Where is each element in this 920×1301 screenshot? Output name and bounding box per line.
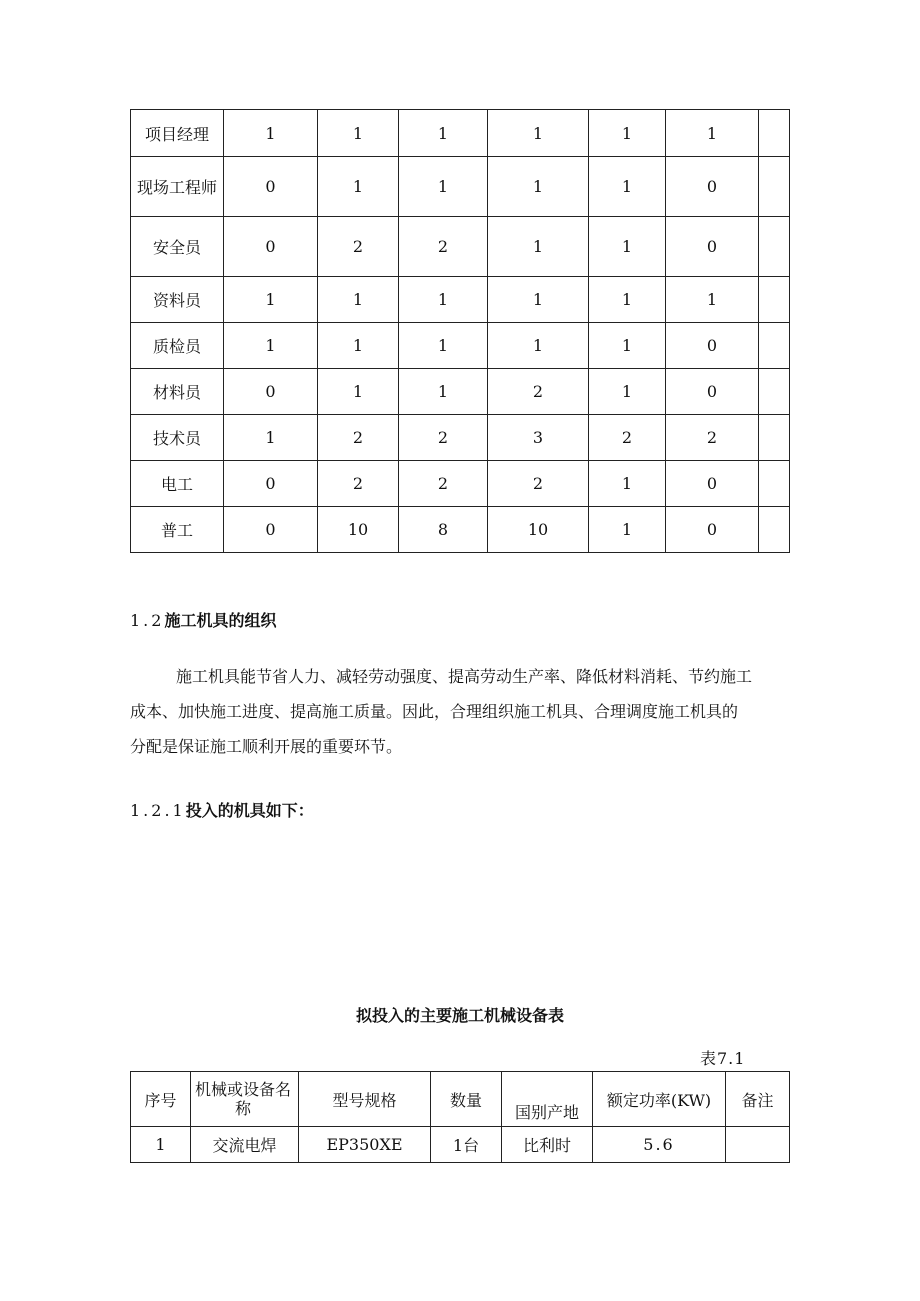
staff-count-cell	[759, 217, 790, 277]
staff-role: 材料员	[131, 369, 224, 415]
staff-count-cell: 0	[666, 157, 759, 217]
equipment-header-row	[131, 1072, 790, 1127]
section-number: 1.2	[130, 611, 165, 630]
staff-role: 技术员	[131, 415, 224, 461]
staff-count-cell: 1	[318, 110, 399, 157]
staff-count-cell	[759, 369, 790, 415]
paragraph-line: 成本、加快施工进度、提高施工质量。因此，合理组织施工机具、合理调度施工机具的	[130, 702, 739, 721]
staff-count-cell: 0	[666, 369, 759, 415]
staff-count-cell	[759, 110, 790, 157]
staff-count-cell: 2	[318, 461, 399, 507]
staff-count-cell: 1	[399, 277, 488, 323]
subsection-heading	[130, 798, 314, 821]
staff-role: 普工	[131, 507, 224, 553]
staff-count-cell: 2	[399, 217, 488, 277]
staff-table	[130, 109, 790, 553]
staff-count-cell: 0	[224, 157, 318, 217]
cell-remark	[726, 1127, 790, 1163]
cell-qty: 1台	[431, 1127, 502, 1163]
header-name-line: 称	[235, 1099, 252, 1118]
staff-table-body	[131, 110, 790, 553]
subsection-number: 1.2.1	[130, 801, 186, 820]
cell-origin: 比利时	[502, 1127, 593, 1163]
staff-count-cell: 2	[488, 461, 589, 507]
paragraph-line: 施工机具能节省人力、减轻劳动强度、提高劳动生产率、降低材料消耗、节约施工	[176, 667, 753, 686]
equipment-table	[130, 1071, 790, 1163]
header-power: 额定功率(KW)	[593, 1072, 726, 1127]
equipment-row	[131, 1127, 790, 1163]
staff-count-cell: 2	[399, 415, 488, 461]
staff-row	[131, 415, 790, 461]
staff-count-cell: 3	[488, 415, 589, 461]
staff-count-cell: 0	[224, 461, 318, 507]
staff-role: 项目经理	[131, 110, 224, 157]
cell-model: EP350XE	[299, 1127, 431, 1163]
header-origin: 国别产地	[502, 1072, 593, 1127]
staff-row	[131, 217, 790, 277]
staff-count-cell: 0	[666, 461, 759, 507]
staff-count-cell: 1	[589, 110, 666, 157]
staff-count-cell: 0	[224, 507, 318, 553]
staff-count-cell: 1	[589, 323, 666, 369]
staff-count-cell: 1	[318, 277, 399, 323]
staff-count-cell: 1	[224, 415, 318, 461]
staff-count-cell: 0	[666, 507, 759, 553]
header-model: 型号规格	[299, 1072, 431, 1127]
staff-role: 安全员	[131, 217, 224, 277]
staff-count-cell: 1	[666, 110, 759, 157]
staff-row	[131, 461, 790, 507]
staff-count-cell: 1	[589, 461, 666, 507]
staff-count-cell: 2	[318, 217, 399, 277]
header-seq: 序号	[131, 1072, 191, 1127]
staff-count-cell: 1	[488, 277, 589, 323]
cell-seq: 1	[131, 1127, 191, 1163]
section-title: 施工机具的组织	[164, 611, 277, 630]
staff-count-cell	[759, 157, 790, 217]
staff-count-cell: 1	[589, 369, 666, 415]
staff-count-cell: 2	[399, 461, 488, 507]
staff-count-cell: 1	[666, 277, 759, 323]
staff-count-cell: 1	[224, 277, 318, 323]
staff-count-cell: 1	[488, 217, 589, 277]
staff-count-cell: 10	[488, 507, 589, 553]
staff-count-cell: 2	[589, 415, 666, 461]
staff-role: 电工	[131, 461, 224, 507]
staff-count-cell: 1	[488, 323, 589, 369]
staff-count-cell: 1	[399, 157, 488, 217]
staff-role: 质检员	[131, 323, 224, 369]
staff-row	[131, 110, 790, 157]
staff-row	[131, 369, 790, 415]
staff-count-cell: 1	[589, 277, 666, 323]
section-paragraph	[130, 659, 792, 764]
staff-row	[131, 323, 790, 369]
staff-count-cell: 2	[488, 369, 589, 415]
staff-count-cell: 0	[666, 323, 759, 369]
staff-count-cell	[759, 507, 790, 553]
cell-name: 交流电焊	[191, 1127, 299, 1163]
staff-count-cell: 2	[666, 415, 759, 461]
staff-count-cell: 1	[488, 110, 589, 157]
staff-count-cell: 0	[666, 217, 759, 277]
staff-row	[131, 157, 790, 217]
staff-count-cell: 1	[224, 110, 318, 157]
staff-count-cell: 1	[399, 369, 488, 415]
staff-row	[131, 277, 790, 323]
staff-count-cell	[759, 461, 790, 507]
section-heading	[130, 608, 276, 631]
cell-power: 5.6	[593, 1127, 726, 1163]
staff-row	[131, 507, 790, 553]
table-number: 表7.1	[700, 1049, 746, 1068]
staff-count-cell	[759, 415, 790, 461]
staff-count-cell: 1	[589, 507, 666, 553]
staff-count-cell: 1	[224, 323, 318, 369]
staff-count-cell: 0	[224, 217, 318, 277]
staff-count-cell: 1	[399, 110, 488, 157]
staff-count-cell: 8	[399, 507, 488, 553]
staff-count-cell: 1	[399, 323, 488, 369]
staff-count-cell: 1	[589, 217, 666, 277]
staff-count-cell	[759, 277, 790, 323]
staff-count-cell: 0	[224, 369, 318, 415]
header-remark: 备注	[726, 1072, 790, 1127]
equipment-table-title: 拟投入的主要施工机械设备表	[355, 1006, 564, 1025]
staff-role: 现场工程师	[131, 157, 224, 217]
header-name	[191, 1072, 299, 1127]
paragraph-line: 分配是保证施工顺利开展的重要环节。	[130, 737, 403, 756]
staff-count-cell: 2	[318, 415, 399, 461]
staff-count-cell: 1	[318, 369, 399, 415]
header-name-line: 机械或设备名	[195, 1080, 292, 1099]
header-qty: 数量	[431, 1072, 502, 1127]
staff-count-cell: 1	[318, 323, 399, 369]
staff-count-cell	[759, 323, 790, 369]
subsection-title: 投入的机具如下：	[185, 801, 314, 820]
staff-count-cell: 1	[488, 157, 589, 217]
staff-count-cell: 1	[589, 157, 666, 217]
staff-count-cell: 10	[318, 507, 399, 553]
staff-count-cell: 1	[318, 157, 399, 217]
staff-role: 资料员	[131, 277, 224, 323]
